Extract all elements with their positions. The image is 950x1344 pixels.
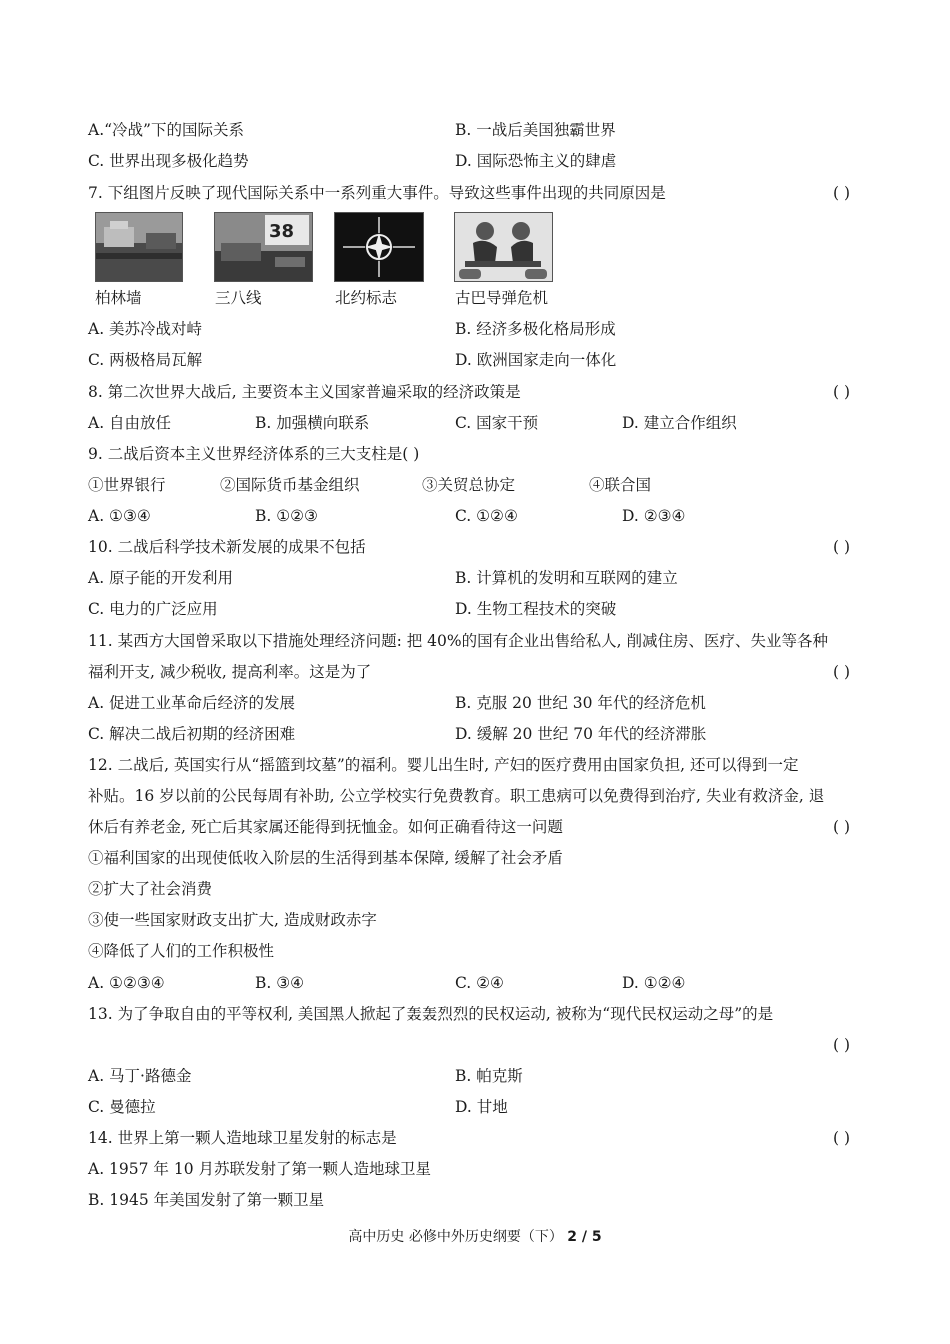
q10-stem: 10. 二战后科学技术新发展的成果不包括 [88, 538, 366, 556]
q11-option-b: B. 克服 20 世纪 30 年代的经济危机 [455, 694, 706, 712]
q9-option-c: C. ①②④ [455, 507, 518, 525]
q11-option-c: C. 解决二战后初期的经济困难 [88, 725, 296, 743]
q12-stem-line-1: 12. 二战后, 英国实行从“摇篮到坟墓”的福利。婴儿出生时, 产妇的医疗费用由国家负担, 还可以得到一定 [88, 756, 799, 774]
q9-item-4: ④联合国 [589, 476, 652, 494]
q11-stem-line-2: 福利开支, 减少税收, 提高利率。这是为了 [88, 663, 372, 681]
q12-item-3: ③使一些国家财政支出扩大, 造成财政赤字 [88, 911, 377, 929]
q9-option-d: D. ②③④ [622, 507, 686, 525]
q10-option-b: B. 计算机的发明和互联网的建立 [455, 569, 678, 587]
berlin-wall-photo [95, 212, 183, 282]
q7-option-c: C. 两极格局瓦解 [88, 351, 203, 369]
q9-item-2: ②国际货币基金组织 [220, 476, 360, 494]
q9-stem: 9. 二战后资本主义世界经济体系的三大支柱是( ) [88, 445, 420, 463]
q12-item-2: ②扩大了社会消费 [88, 880, 213, 898]
q7-option-a: A. 美苏冷战对峙 [88, 320, 203, 338]
q13-answer-paren: ( ) [832, 1036, 850, 1054]
q12-option-a: A. ①②③④ [88, 974, 165, 992]
q8-answer-paren: ( ) [832, 383, 850, 401]
q8-option-b: B. 加强横向联系 [255, 414, 370, 432]
q10-answer-paren: ( ) [832, 538, 850, 556]
caption-berlin-wall: 柏林墙 [95, 289, 142, 307]
q7-option-b: B. 经济多极化格局形成 [455, 320, 616, 338]
q10-option-a: A. 原子能的开发利用 [88, 569, 234, 587]
q6-option-a: A.“冷战”下的国际关系 [88, 121, 244, 139]
q7-option-d: D. 欧洲国家走向一体化 [455, 351, 617, 369]
q14-stem: 14. 世界上第一颗人造地球卫星发射的标志是 [88, 1129, 397, 1147]
q9-item-1: ①世界银行 [88, 476, 166, 494]
q12-item-4: ④降低了人们的工作积极性 [88, 942, 275, 960]
q13-option-a: A. 马丁·路德金 [88, 1067, 192, 1085]
q13-option-c: C. 曼德拉 [88, 1098, 156, 1116]
q6-option-d: D. 国际恐怖主义的肆虐 [455, 152, 617, 170]
footer-title: 高中历史 必修中外历史纲要（下） [348, 1229, 563, 1245]
q9-option-a: A. ①③④ [88, 507, 151, 525]
q11-stem-line-1: 11. 某西方大国曾采取以下措施处理经济问题: 把 40%的国有企业出售给私人, 削减住房、医疗、失业等各种 [88, 632, 828, 650]
q13-option-d: D. 甘地 [455, 1098, 508, 1116]
q9-option-b: B. ①②③ [255, 507, 318, 525]
sign-38-text: 38 [269, 221, 295, 242]
page-number: 2 / 5 [567, 1229, 602, 1245]
38th-parallel-photo [214, 212, 313, 282]
q14-option-b: B. 1945 年美国发射了第一颗卫星 [88, 1191, 325, 1209]
caption-nato-logo: 北约标志 [335, 289, 398, 307]
q11-answer-paren: ( ) [832, 663, 850, 681]
q9-item-3: ③关贸总协定 [422, 476, 516, 494]
nato-logo [334, 212, 424, 282]
q7-answer-paren: ( ) [832, 184, 850, 202]
q8-option-d: D. 建立合作组织 [622, 414, 737, 432]
q6-option-b: B. 一战后美国独霸世界 [455, 121, 616, 139]
q12-option-d: D. ①②④ [622, 974, 686, 992]
q11-option-d: D. 缓解 20 世纪 70 年代的经济滞胀 [455, 725, 707, 743]
q12-answer-paren: ( ) [832, 818, 850, 836]
q12-item-1: ①福利国家的出现使低收入阶层的生活得到基本保障, 缓解了社会矛盾 [88, 849, 563, 867]
q12-stem-line-2: 补贴。16 岁以前的公民每周有补助, 公立学校实行免费教育。职工患病可以免费得到治疗, 失业有救济金, 退 [88, 787, 825, 805]
q12-option-c: C. ②④ [455, 974, 504, 992]
q10-option-c: C. 电力的广泛应用 [88, 600, 218, 618]
q8-stem: 8. 第二次世界大战后, 主要资本主义国家普遍采取的经济政策是 [88, 383, 521, 401]
q12-option-b: B. ③④ [255, 974, 305, 992]
q14-option-a: A. 1957 年 10 月苏联发射了第一颗人造地球卫星 [88, 1160, 431, 1178]
q7-stem: 7. 下组图片反映了现代国际关系中一系列重大事件。导致这些事件出现的共同原因是 [88, 184, 666, 202]
q13-stem: 13. 为了争取自由的平等权利, 美国黑人掀起了轰轰烈烈的民权运动, 被称为“现代民权运动之母”的是 [88, 1005, 774, 1023]
q11-option-a: A. 促进工业革命后经济的发展 [88, 694, 296, 712]
q14-answer-paren: ( ) [832, 1129, 850, 1147]
caption-cuban-missile-crisis: 古巴导弹危机 [455, 289, 549, 307]
q13-option-b: B. 帕克斯 [455, 1067, 523, 1085]
q8-option-c: C. 国家干预 [455, 414, 539, 432]
q8-option-a: A. 自由放任 [88, 414, 172, 432]
q6-option-c: C. 世界出现多极化趋势 [88, 152, 249, 170]
q12-stem-line-3: 休后有养老金, 死亡后其家属还能得到抚恤金。如何正确看待这一问题 [88, 818, 563, 836]
page-footer [0, 1228, 950, 1246]
cuban-missile-crisis-cartoon [454, 212, 553, 282]
q10-option-d: D. 生物工程技术的突破 [455, 600, 617, 618]
caption-38th-parallel: 三八线 [215, 289, 262, 307]
